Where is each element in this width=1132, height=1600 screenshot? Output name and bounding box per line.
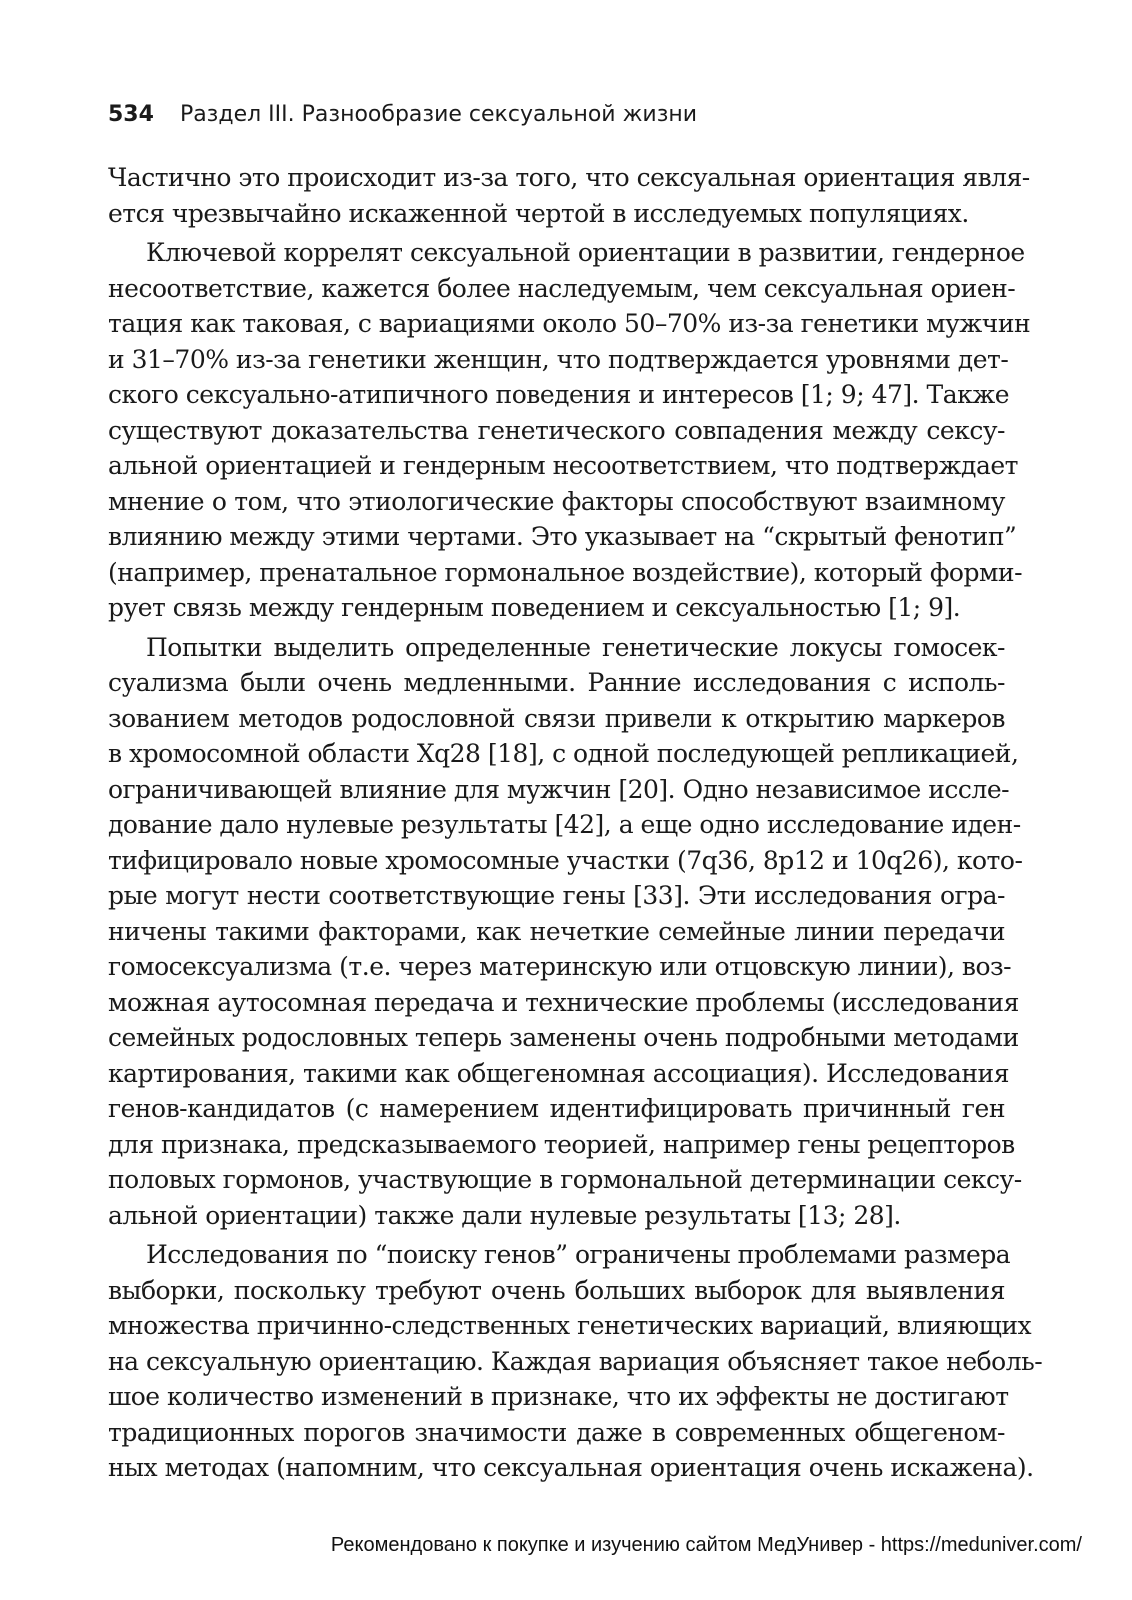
running-header xyxy=(108,100,697,130)
text-line: рует связь между гендерным поведением и сексуальностью [1; 9]. xyxy=(108,593,961,622)
text-line: рые могут нести соответствующие гены [33]. Эти исследования огра- xyxy=(108,881,1005,910)
text-line: ского сексуально-атипичного поведения и интересов [1; 9; 47]. Также xyxy=(108,380,1010,409)
text-line: ется чрезвычайно искаженной чертой в исследуемых популяциях. xyxy=(108,198,969,228)
text-line: зованием методов родословной связи привели к открытию маркеров xyxy=(108,703,1005,733)
text-line: Частично это происходит из-за того, что сексуальная ориентация явля- xyxy=(108,163,1030,192)
text-line: генов-кандидатов (с намерением идентифицировать причинный ген xyxy=(108,1094,1005,1123)
text-line: для признака, предсказываемого теорией, например гены рецепторов xyxy=(108,1129,1015,1159)
paragraph xyxy=(108,1237,1043,1486)
page-number: 534 xyxy=(108,102,154,127)
text-line: традиционных порогов значимости даже в современных общегеном- xyxy=(108,1417,1005,1447)
body-text xyxy=(108,160,1043,1486)
text-line: Исследования по “поиску генов” ограничены проблемами размера xyxy=(146,1240,1011,1269)
text-line: суализма были очень медленными. Ранние исследования с исполь- xyxy=(108,668,1005,697)
text-line: Попытки выделить определенные генетические локусы гомосек- xyxy=(146,632,1005,662)
text-line: можная аутосомная передача и технические проблемы (исследования xyxy=(108,987,1019,1017)
text-line: существуют доказательства генетического совпадения между сексу- xyxy=(108,415,1005,445)
text-line: дование дало нулевые результаты [42], а еще одно исследование иден- xyxy=(108,810,1021,839)
text-line: (например, пренатальное гормональное воздействие), который форми- xyxy=(108,557,1023,587)
text-line: семейных родословных теперь заменены очень подробными методами xyxy=(108,1023,1019,1052)
text-line: альной ориентацией и гендерным несоответствием, что подтверждает xyxy=(108,451,1018,480)
text-line: и 31–70% из-за генетики женщин, что подтверждается уровнями дет- xyxy=(108,344,1009,374)
text-line: влиянию между этими чертами. Это указывает на “скрытый фенотип” xyxy=(108,522,1017,551)
text-line: несоответствие, кажется более наследуемым, чем сексуальная ориен- xyxy=(108,273,1016,303)
text-line: выборки, поскольку требуют очень больших выборок для выявления xyxy=(108,1275,1005,1305)
text-line: множества причинно-следственных генетических вариаций, влияющих xyxy=(108,1311,1032,1340)
watermark-link-text: Рекомендовано к покупке и изучению сайтом МедУнивер - https://meduniver.com/ xyxy=(330,1534,1082,1556)
text-line: ограничивающей влияние для мужчин [20]. Одно независимое иссле- xyxy=(108,774,1010,804)
text-line: ных методах (напомним, что сексуальная ориентация очень искажена). xyxy=(108,1453,1034,1482)
text-line: Ключевой коррелят сексуальной ориентации в развитии, гендерное xyxy=(146,238,1025,267)
text-line: гомосексуализма (т.е. через материнскую или отцовскую линии), воз- xyxy=(108,952,1012,981)
text-line: мнение о том, что этиологические факторы способствуют взаимному xyxy=(108,486,1005,516)
text-line: в хромосомной области Xq28 [18], с одной последующей репликацией, xyxy=(108,739,1019,768)
text-line: на сексуальную ориентацию. Каждая вариация объясняет такое неболь- xyxy=(108,1346,1043,1376)
text-line: шое количество изменений в признаке, что их эффекты не достигают xyxy=(108,1382,1009,1411)
section-title: Раздел III. Разнообразие сексуальной жизни xyxy=(179,102,698,127)
paragraph xyxy=(108,235,1031,626)
text-line: тация как таковая, с вариациями около 50–70% из-за генетики мужчин xyxy=(108,309,1031,338)
text-line: половых гормонов, участвующие в гормональной детерминации сексу- xyxy=(108,1165,1022,1194)
paragraph xyxy=(108,630,1023,1234)
text-line: альной ориентации) также дали нулевые результаты [13; 28]. xyxy=(108,1200,901,1230)
text-line: картирования, такими как общегеномная ассоциация). Исследования xyxy=(108,1058,1009,1088)
text-line: тифицировало новые хромосомные участки (7q36, 8p12 и 10q26), кото- xyxy=(108,845,1023,875)
text-line: ничены такими факторами, как нечеткие семейные линии передачи xyxy=(108,916,1005,946)
paragraph xyxy=(108,160,1030,231)
